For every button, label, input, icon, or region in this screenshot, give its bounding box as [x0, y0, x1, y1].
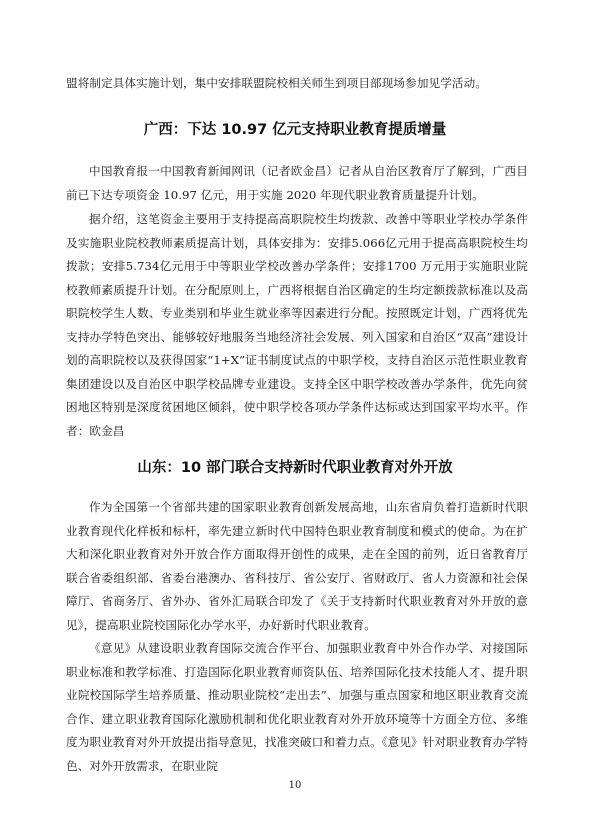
page-number: 10 [288, 780, 302, 791]
section-title-shandong: 山东：10 部门联合支持新时代职业教育对外开放 [137, 460, 453, 476]
shandong-paragraph-2: 《意见》从建设职业教育国际交流合作平台、加强职业教育中外合作办学、对接国际职业标准和教学标准、打造国际化职业教育师资队伍、培养国际化技术技能人才、提升职业院校国际学生培养质量、推动职业院校“走出去”、加强与重点国家和地区职业教育交流合作、建立职业教育国际化激励机制和优化职业教育对外开放环境等十方面全方位、多维度为职业教育对外开放提出指导意见，找准突破口和着力点。《意见》针对职业教育办学特色、对外开放需求，在职业院 [66, 641, 528, 773]
intro-tail-paragraph: 盟将制定具体实施计划，集中安排联盟院校相关师生到项目部现场参加见学活动。 [66, 76, 487, 90]
guangxi-paragraph-2: 据介绍，这笔资金主要用于支持提高高职院校生均拨款、改善中等职业学校办学条件及实施职业院校教师素质提高计划，具体安排为：安排5.066亿元用于提高高职院校生均拨款；安排5.734亿元用于中等职业学校改善办学条件；安排1700 万元用于实施职业院校教师素质提升计划。在分配原则上，广西将根据自治区确定的生均定额拨款标准以及高职院校学生人数、专业类别和毕业生就业率等因素进行分配。按照既定计划，广西将优先支持办学特色突出、能够较好地服务当地经济社会发展、列入国家和自治区“双高”建设计划的高职院校以及获得国家“1+X”证书制度试点的中职学校，支持自治区示范性职业教育集团建设以及自治区中职学校品牌专业建设。支持全区中职学校改善办学条件，优先向贫困地区特别是深度贫困地区倾斜，使中职学校各项办学条件达标或达到国家平均水平。作者：欧金昌 [66, 212, 528, 438]
shandong-paragraph-1: 作为全国第一个省部共建的国家职业教育创新发展高地，山东省肩负着打造新时代职业教育现代化样板和标杆，率先建立新时代中国特色职业教育制度和模式的使命。为在扩大和深化职业教育对外开放合作方面取得开创性的成果，走在全国的前列，近日省教育厅联合省委组织部、省委台港澳办、省科技厅、省公安厅、省财政厅、省人力资源和社会保障厅、省商务厅、省外办、省外汇局联合印发了《关于支持新时代职业教育对外开放的意见》，提高职业院校国际化办学水平，办好新时代职业教育。 [66, 500, 528, 632]
section-title-guangxi: 广西：下达 10.97 亿元支持职业教育提质增量 [143, 122, 447, 138]
guangxi-paragraph-1: 中国教育报一中国教育新闻网讯（记者欧金昌）记者从自治区教育厅了解到，广西目前已下达专项资金 10.97 亿元，用于实施 2020 年现代职业教育质量提升计划。 [66, 164, 528, 202]
